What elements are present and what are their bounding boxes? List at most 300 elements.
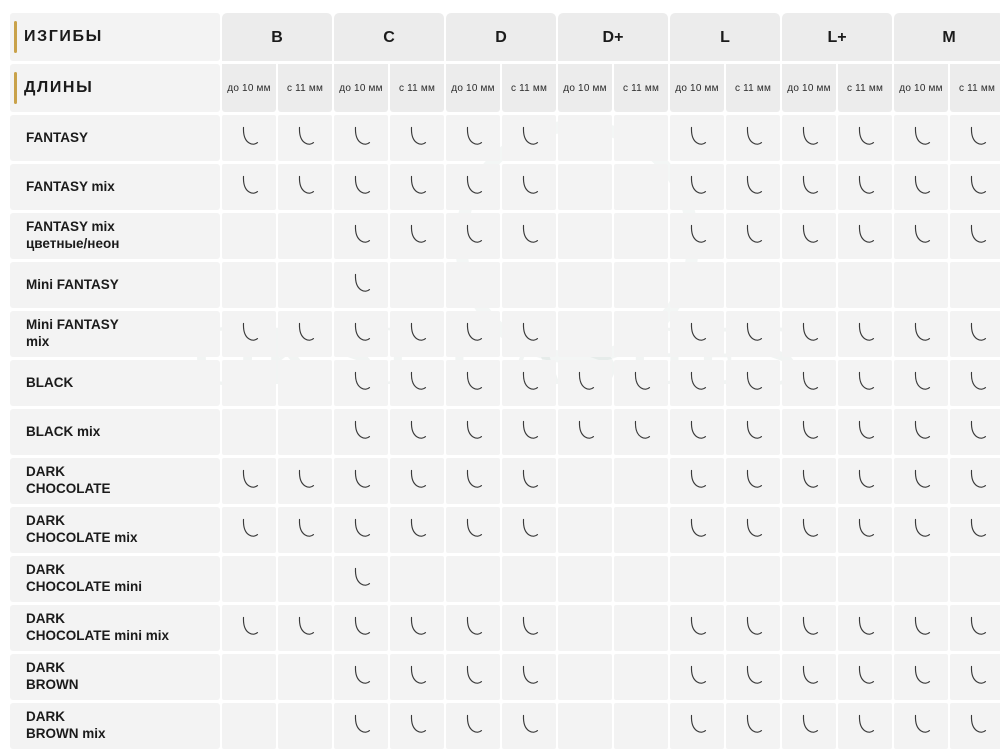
lash-icon (908, 368, 934, 394)
availability-cell-yes (502, 311, 556, 357)
length-header-c-short (334, 64, 388, 112)
availability-cell-no (614, 262, 668, 308)
availability-cell-yes (502, 605, 556, 651)
lash-icon (348, 515, 374, 541)
curl-header-label: M (942, 28, 956, 46)
availability-cell-no (558, 262, 612, 308)
availability-cell-yes (502, 507, 556, 553)
lash-icon (292, 172, 318, 198)
lash-icon (404, 466, 430, 492)
row-label-line: DARK (26, 660, 65, 676)
availability-cell-yes (782, 507, 836, 553)
availability-cell-yes (838, 605, 892, 651)
availability-cell-yes (838, 164, 892, 210)
availability-cell-yes (726, 654, 780, 700)
curl-header-dplus (558, 13, 668, 61)
row-label-line: CHOCOLATE (26, 481, 111, 496)
lash-icon (684, 515, 710, 541)
availability-cell-no (894, 262, 948, 308)
availability-cell-yes (222, 507, 276, 553)
lash-icon (516, 221, 542, 247)
availability-cell-yes (894, 360, 948, 406)
availability-cell-no (670, 556, 724, 602)
length-header-label: до 10 мм (227, 82, 271, 94)
lash-icon (236, 466, 262, 492)
accent-bar (14, 21, 17, 53)
availability-cell-no (558, 164, 612, 210)
length-header-lplus-long (838, 64, 892, 112)
row-label-line: BLACK mix (26, 423, 101, 439)
availability-cell-yes (334, 703, 388, 749)
availability-cell-yes (894, 605, 948, 651)
availability-cell-yes (950, 115, 1000, 161)
lash-icon (516, 417, 542, 443)
availability-cell-yes (502, 409, 556, 455)
lash-icon (516, 319, 542, 345)
availability-cell-yes (446, 409, 500, 455)
availability-cell-yes (894, 458, 948, 504)
lash-icon (796, 662, 822, 688)
lash-icon (684, 123, 710, 149)
availability-cell-yes (782, 654, 836, 700)
lash-icon (796, 515, 822, 541)
availability-cell-yes (726, 409, 780, 455)
lash-icon (292, 515, 318, 541)
lash-icon (684, 319, 710, 345)
availability-cell-yes (726, 605, 780, 651)
lash-icon (516, 172, 542, 198)
lash-icon (460, 172, 486, 198)
length-header-d-short (446, 64, 500, 112)
length-header-label: с 11 мм (958, 82, 996, 94)
row-label (10, 409, 220, 455)
availability-cell-yes (670, 507, 724, 553)
availability-cell-yes (390, 360, 444, 406)
availability-cell-no (614, 213, 668, 259)
availability-cell-yes (894, 654, 948, 700)
availability-cell-yes (782, 703, 836, 749)
availability-cell-yes (782, 360, 836, 406)
lash-icon (460, 613, 486, 639)
availability-cell-yes (950, 507, 1000, 553)
lash-icon (460, 466, 486, 492)
length-header-dplus-long (614, 64, 668, 112)
availability-cell-yes (838, 654, 892, 700)
lash-icon (796, 466, 822, 492)
availability-cell-yes (222, 605, 276, 651)
lash-icon (236, 319, 262, 345)
availability-cell-yes (502, 458, 556, 504)
lash-icon (404, 172, 430, 198)
length-header-label: с 11 мм (622, 82, 660, 94)
lash-icon (964, 368, 990, 394)
availability-cell-no (278, 409, 332, 455)
lash-icon (460, 417, 486, 443)
lash-icon (796, 613, 822, 639)
row-label-line: Mini FANTASY (26, 317, 119, 333)
availability-cell-yes (502, 703, 556, 749)
lash-icon (348, 172, 374, 198)
availability-cell-no (222, 262, 276, 308)
table-row (10, 164, 1000, 210)
lash-icon (852, 662, 878, 688)
row-label-line: CHOCOLATE mini (26, 579, 142, 594)
lash-icon (852, 466, 878, 492)
lash-icon (404, 662, 430, 688)
lash-icon (348, 123, 374, 149)
availability-cell-yes (838, 409, 892, 455)
availability-cell-yes (670, 409, 724, 455)
length-header-label: до 10 мм (787, 82, 831, 94)
lash-icon (572, 368, 598, 394)
lash-icon (908, 221, 934, 247)
lash-icon (516, 662, 542, 688)
availability-cell-yes (334, 409, 388, 455)
length-header-dplus-short (558, 64, 612, 112)
table-row (10, 654, 1000, 700)
lash-icon (516, 466, 542, 492)
lash-icon (740, 319, 766, 345)
lash-icon (348, 564, 374, 590)
row-label (10, 556, 220, 602)
lash-icon (908, 319, 934, 345)
availability-cell-no (950, 556, 1000, 602)
lash-icon (908, 123, 934, 149)
lash-icon (740, 221, 766, 247)
row-label (10, 213, 220, 259)
lash-icon (908, 417, 934, 443)
availability-cell-yes (390, 311, 444, 357)
lash-icon (796, 368, 822, 394)
curl-header-m (894, 13, 1000, 61)
availability-cell-yes (950, 360, 1000, 406)
length-header-l-short (670, 64, 724, 112)
lash-icon (908, 466, 934, 492)
lash-icon (908, 172, 934, 198)
length-header-d-long (502, 64, 556, 112)
length-header-label: до 10 мм (563, 82, 607, 94)
availability-cell-yes (782, 605, 836, 651)
availability-cell-yes (390, 507, 444, 553)
lash-icon (964, 515, 990, 541)
lash-icon (740, 613, 766, 639)
availability-cell-no (614, 164, 668, 210)
corner-label-curls (10, 13, 220, 61)
availability-cell-yes (838, 311, 892, 357)
lash-icon (684, 368, 710, 394)
row-label-line: CHOCOLATE mix (26, 530, 138, 545)
availability-cell-no (614, 703, 668, 749)
availability-cell-yes (334, 115, 388, 161)
availability-cell-no (278, 213, 332, 259)
lash-icon (852, 368, 878, 394)
availability-cell-no (278, 556, 332, 602)
availability-cell-yes (782, 409, 836, 455)
lash-icon (908, 515, 934, 541)
row-label (10, 507, 220, 553)
curl-header-label: D (495, 28, 507, 46)
row-label-line: BLACK (26, 374, 74, 390)
length-header-m-long (950, 64, 1000, 112)
table-row (10, 409, 1000, 455)
row-label (10, 654, 220, 700)
lash-icon (348, 613, 374, 639)
availability-cell-yes (334, 556, 388, 602)
lash-icon (684, 711, 710, 737)
availability-cell-yes (894, 164, 948, 210)
availability-cell-no (222, 360, 276, 406)
lash-icon (964, 417, 990, 443)
header-row-lengths (10, 64, 1000, 112)
lash-icon (964, 172, 990, 198)
availability-cell-yes (334, 360, 388, 406)
availability-cell-no (614, 556, 668, 602)
availability-cell-yes (950, 605, 1000, 651)
availability-cell-yes (670, 115, 724, 161)
availability-cell-yes (446, 213, 500, 259)
lash-icon (740, 123, 766, 149)
row-label-line: DARK (26, 562, 65, 578)
availability-cell-no (894, 556, 948, 602)
lash-icon (404, 368, 430, 394)
length-header-label: с 11 мм (510, 82, 548, 94)
lash-icon (516, 368, 542, 394)
availability-cell-no (558, 654, 612, 700)
availability-cell-no (222, 213, 276, 259)
availability-cell-yes (670, 703, 724, 749)
availability-cell-yes (390, 115, 444, 161)
lash-icon (852, 221, 878, 247)
lash-icon (348, 466, 374, 492)
length-header-b-long (278, 64, 332, 112)
availability-cell-yes (334, 213, 388, 259)
lash-icon (292, 466, 318, 492)
lash-icon (964, 221, 990, 247)
lash-icon (460, 662, 486, 688)
length-header-label: до 10 мм (451, 82, 495, 94)
row-label-line: mix (26, 334, 50, 349)
availability-cell-yes (390, 164, 444, 210)
length-header-label: до 10 мм (675, 82, 719, 94)
lash-icon (796, 221, 822, 247)
availability-cell-no (502, 262, 556, 308)
availability-cell-yes (278, 115, 332, 161)
availability-cell-yes (726, 703, 780, 749)
watermark-text: OKSI LASHES (193, 306, 807, 403)
availability-cell-no (614, 654, 668, 700)
availability-cell-no (502, 556, 556, 602)
availability-cell-yes (670, 360, 724, 406)
lash-icon (460, 368, 486, 394)
lash-icon (460, 221, 486, 247)
lash-icon (348, 270, 374, 296)
availability-cell-yes (894, 115, 948, 161)
availability-cell-yes (782, 164, 836, 210)
length-header-lplus-short (782, 64, 836, 112)
availability-cell-no (838, 556, 892, 602)
availability-cell-yes (278, 605, 332, 651)
lash-icon (572, 417, 598, 443)
length-header-label: до 10 мм (339, 82, 383, 94)
header-row-curls (10, 13, 1000, 61)
row-label-line: FANTASY mix (26, 219, 115, 235)
lash-icon (684, 662, 710, 688)
row-label (10, 458, 220, 504)
lash-icon (404, 123, 430, 149)
availability-cell-yes (726, 311, 780, 357)
row-label-line: CHOCOLATE mini mix (26, 628, 170, 643)
row-label (10, 164, 220, 210)
availability-cell-no (726, 262, 780, 308)
availability-cell-yes (838, 115, 892, 161)
lash-icon (740, 711, 766, 737)
curl-header-label: L+ (827, 28, 847, 46)
lash-icon (964, 123, 990, 149)
availability-cell-yes (950, 311, 1000, 357)
curl-header-lplus (782, 13, 892, 61)
lash-icon (740, 368, 766, 394)
availability-cell-no (390, 556, 444, 602)
availability-cell-yes (334, 654, 388, 700)
curl-header-l (670, 13, 780, 61)
availability-cell-no (222, 556, 276, 602)
availability-cell-yes (446, 115, 500, 161)
availability-cell-no (222, 703, 276, 749)
table-row (10, 458, 1000, 504)
lash-icon (740, 662, 766, 688)
lash-icon (348, 417, 374, 443)
availability-cell-yes (894, 507, 948, 553)
availability-cell-yes (446, 507, 500, 553)
availability-cell-yes (222, 164, 276, 210)
availability-cell-no (446, 556, 500, 602)
corner-label-lengths-text: ДЛИНЫ (24, 79, 94, 96)
availability-cell-yes (726, 360, 780, 406)
length-header-c-long (390, 64, 444, 112)
lash-icon (852, 417, 878, 443)
availability-cell-yes (670, 458, 724, 504)
availability-cell-yes (222, 458, 276, 504)
row-label (10, 605, 220, 651)
availability-cell-yes (390, 703, 444, 749)
lash-icon (740, 515, 766, 541)
lash-icon (460, 319, 486, 345)
lash-icon (236, 172, 262, 198)
availability-cell-yes (502, 164, 556, 210)
lash-icon (740, 417, 766, 443)
lash-icon (908, 711, 934, 737)
availability-cell-no (614, 311, 668, 357)
availability-cell-no (782, 262, 836, 308)
availability-cell-no (222, 654, 276, 700)
lash-icon (852, 613, 878, 639)
lash-icon (908, 662, 934, 688)
lash-icon (628, 368, 654, 394)
availability-cell-yes (446, 311, 500, 357)
row-label-line: Mini FANTASY (26, 276, 119, 292)
lash-icon (964, 662, 990, 688)
availability-cell-yes (446, 458, 500, 504)
availability-cell-no (614, 605, 668, 651)
length-header-label: с 11 мм (846, 82, 884, 94)
availability-cell-yes (390, 213, 444, 259)
availability-cell-yes (390, 654, 444, 700)
accent-bar (14, 72, 17, 104)
availability-cell-no (614, 115, 668, 161)
lash-icon (796, 319, 822, 345)
curl-header-label: C (383, 28, 395, 46)
availability-cell-yes (950, 458, 1000, 504)
availability-cell-yes (614, 360, 668, 406)
lash-icon (404, 515, 430, 541)
availability-cell-yes (558, 360, 612, 406)
lash-icon (740, 466, 766, 492)
availability-cell-no (726, 556, 780, 602)
availability-cell-yes (278, 458, 332, 504)
lash-icon (348, 319, 374, 345)
availability-cell-yes (838, 507, 892, 553)
availability-cell-no (278, 654, 332, 700)
availability-cell-yes (558, 409, 612, 455)
length-header-b-short (222, 64, 276, 112)
lash-icon (684, 613, 710, 639)
availability-cell-yes (334, 262, 388, 308)
length-header-label: с 11 мм (734, 82, 772, 94)
row-label-line: DARK (26, 709, 65, 725)
availability-cell-yes (334, 164, 388, 210)
availability-cell-no (446, 262, 500, 308)
length-header-label: до 10 мм (899, 82, 943, 94)
table-row (10, 605, 1000, 651)
lash-icon (852, 123, 878, 149)
availability-cell-no (614, 507, 668, 553)
availability-cell-yes (278, 311, 332, 357)
lash-icon (964, 319, 990, 345)
lash-icon (852, 319, 878, 345)
availability-cell-no (558, 213, 612, 259)
table-row (10, 213, 1000, 259)
lash-icon (684, 221, 710, 247)
length-header-l-long (726, 64, 780, 112)
availability-cell-yes (446, 360, 500, 406)
lash-icon (796, 711, 822, 737)
lash-icon (292, 319, 318, 345)
availability-cell-yes (726, 164, 780, 210)
row-label-line: DARK (26, 513, 65, 529)
availability-cell-yes (670, 164, 724, 210)
lash-icon (740, 172, 766, 198)
availability-cell-yes (894, 213, 948, 259)
lash-icon (852, 172, 878, 198)
lash-icon (908, 613, 934, 639)
availability-cell-no (838, 262, 892, 308)
availability-cell-yes (334, 311, 388, 357)
lash-icon (852, 515, 878, 541)
lash-icon (516, 613, 542, 639)
table-row (10, 556, 1000, 602)
lash-icon (292, 123, 318, 149)
availability-cell-yes (222, 115, 276, 161)
lash-icon (516, 123, 542, 149)
availability-cell-yes (726, 213, 780, 259)
availability-cell-no (670, 262, 724, 308)
availability-cell-yes (838, 703, 892, 749)
lash-icon (684, 466, 710, 492)
length-header-label: с 11 мм (398, 82, 436, 94)
availability-cell-yes (446, 164, 500, 210)
lash-icon (460, 515, 486, 541)
table-row (10, 311, 1000, 357)
